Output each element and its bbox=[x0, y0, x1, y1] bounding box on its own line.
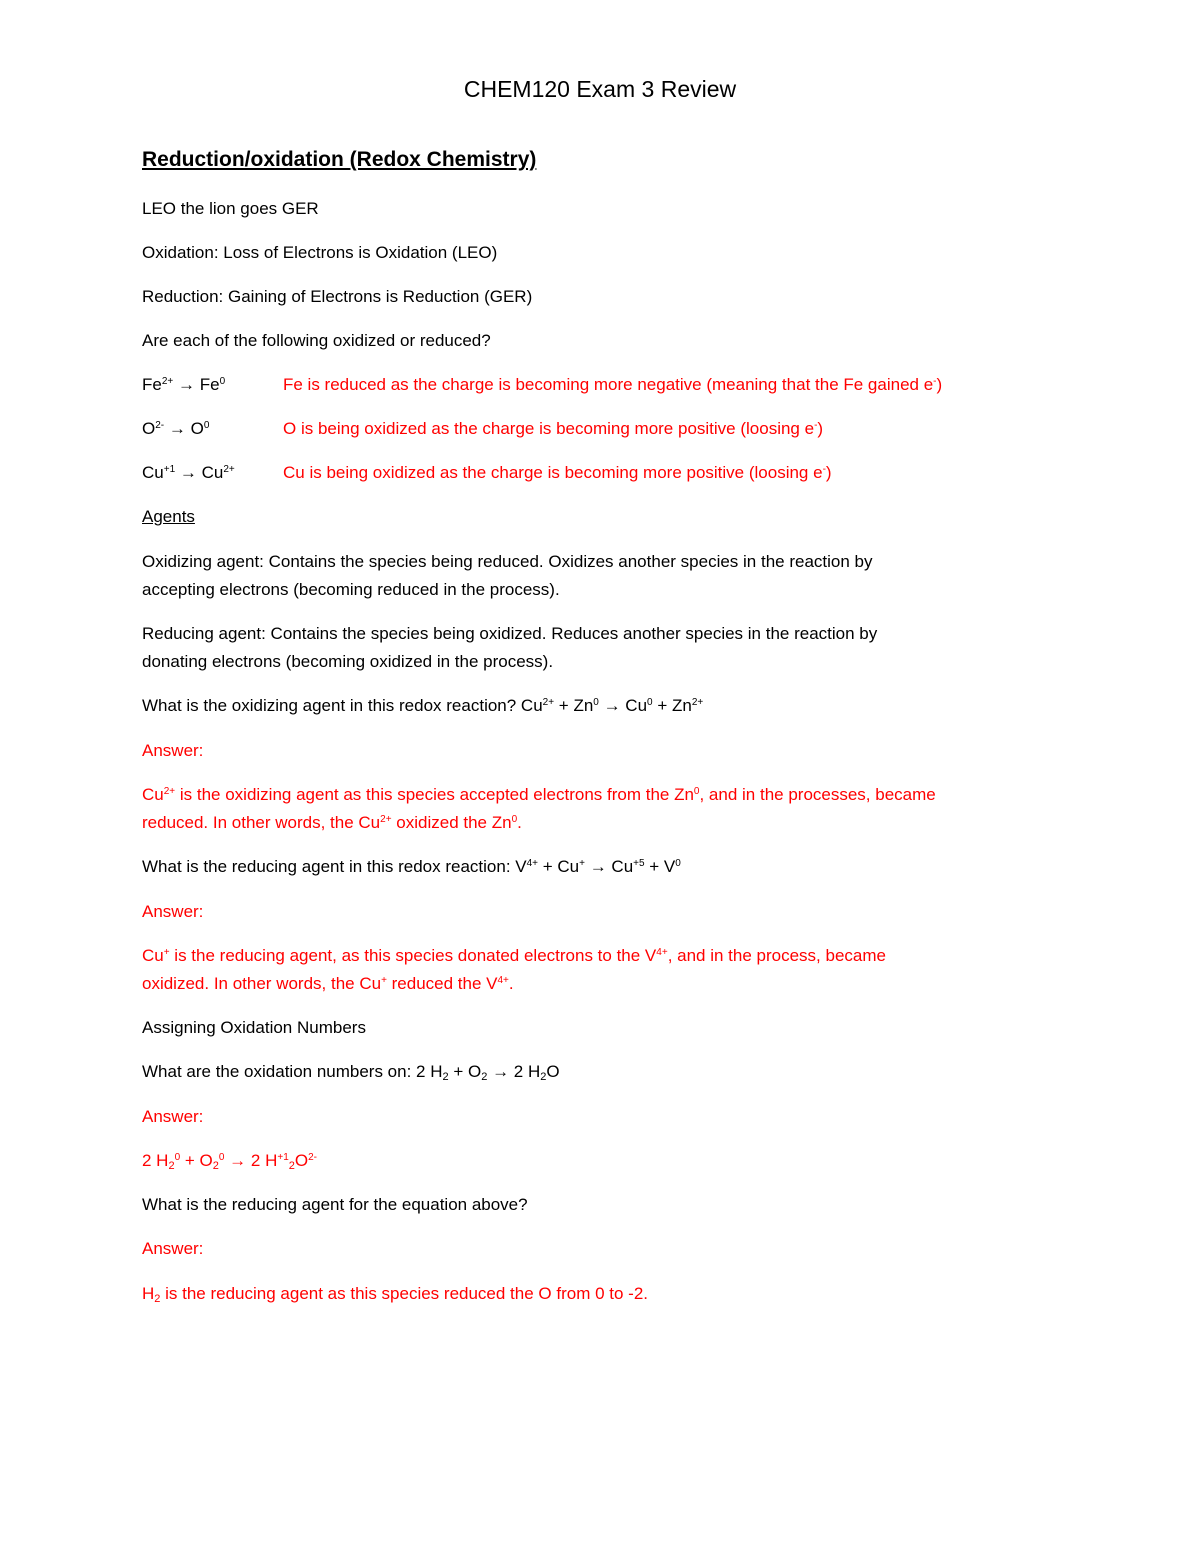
answer-reducing-agent-h2: $H_2$ is the reducing agent as this species reduced the O from 0 to -2. bbox=[142, 1284, 649, 1305]
answer-label: Answer: bbox=[142, 902, 204, 921]
reduction-definition: Reduction: Gaining of Electrons is Reduction (GER) bbox=[142, 287, 533, 306]
answer-label: Answer: bbox=[142, 1107, 204, 1126]
answer-reducing-agent-line-1: Cu+ is the reducing agent, as this species donated electrons to the $V^{4+}$, and in the process, became bbox=[142, 946, 886, 965]
question-oxidation-numbers: What are the oxidation numbers on: 2 $H_2 + O_2 \to 2$ $H_2O$ bbox=[142, 1062, 560, 1083]
answer-oxidizing-agent-line-2: reduced. In other words, the $Cu^{2+}$ oxidized the Zn$^0$. bbox=[142, 813, 522, 832]
question-oxidizing-agent: What is the oxidizing agent in this redox reaction? $Cu^{2+} + Zn^0 \to Cu^0 + Zn^{2+}$ bbox=[142, 696, 704, 715]
question-oxidized-or-reduced: Are each of the following oxidized or reduced? bbox=[142, 331, 491, 350]
item-3-equation: $Cu^{+1} \to Cu^{2+}$ bbox=[142, 463, 235, 482]
agents-heading: Agents bbox=[142, 507, 195, 526]
reducing-agent-definition-line-2: donating electrons (becoming oxidized in the process). bbox=[142, 652, 554, 671]
oxidizing-agent-definition-line-2: accepting electrons (becoming reduced in the process). bbox=[142, 580, 560, 599]
answer-oxidizing-agent-line-1: $Cu^{2+}$ is the oxidizing agent as this species accepted electrons from the Zn$^0$, and in the processes, became bbox=[142, 785, 936, 804]
oxidation-definition: Oxidation: Loss of Electrons is Oxidation (LEO) bbox=[142, 243, 498, 262]
answer-oxidation-numbers: 2 $H_2^0 + O_2^0 \to 2$ $H^{+1}_2O^{2-}$ bbox=[142, 1151, 318, 1172]
section-heading: Reduction/oxidation (Redox Chemistry) bbox=[142, 148, 537, 171]
page-title: CHEM120 Exam 3 Review bbox=[463, 76, 737, 102]
item-1-explanation: Fe is reduced as the charge is becoming more negative (meaning that the Fe gained e-) bbox=[283, 375, 943, 394]
question-reducing-agent-equation-above: What is the reducing agent for the equation above? bbox=[142, 1195, 528, 1214]
answer-label: Answer: bbox=[142, 741, 204, 760]
answer-reducing-agent-line-2: oxidized. In other words, the Cu+ reduced the $V^{4+}$. bbox=[142, 974, 514, 993]
answer-label: Answer: bbox=[142, 1239, 204, 1258]
item-2-explanation: O is being oxidized as the charge is becoming more positive (loosing e-) bbox=[283, 419, 824, 438]
item-1-equation: $Fe^{2+} \to Fe^0$ bbox=[142, 375, 226, 394]
item-3-explanation: Cu is being oxidized as the charge is becoming more positive (loosing e-) bbox=[283, 463, 832, 482]
mnemonic-text: LEO the lion goes GER bbox=[142, 199, 319, 218]
item-2-equation: $O^{2-} \to O^0$ bbox=[142, 419, 210, 438]
reducing-agent-definition-line-1: Reducing agent: Contains the species being oxidized. Reduces another species in the reaction by bbox=[142, 624, 878, 643]
question-reducing-agent: What is the reducing agent in this redox reaction: $V^{4+} + Cu^+ \to Cu^{+5} + V^0$ bbox=[142, 857, 681, 876]
assigning-oxidation-numbers-heading: Assigning Oxidation Numbers bbox=[142, 1018, 366, 1037]
oxidizing-agent-definition-line-1: Oxidizing agent: Contains the species being reduced. Oxidizes another species in the reaction by bbox=[142, 552, 873, 571]
